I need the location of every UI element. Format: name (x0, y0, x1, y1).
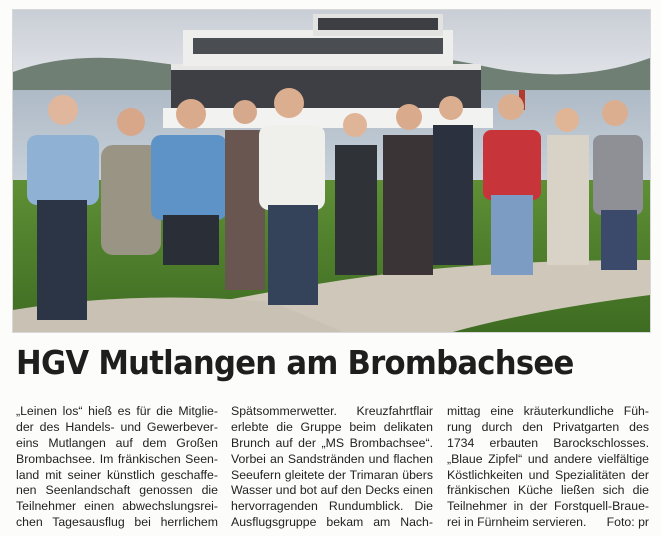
text-line: mittag eine kräuterkundliche Füh- (447, 404, 649, 418)
article-column-3 (447, 404, 649, 531)
text-line: 1734 erbauten Barockschlosses. (447, 435, 649, 450)
text-line: Ausflugsgruppe bekam am Nach- (231, 515, 433, 530)
headline: HGV Mutlangen am Brombachsee (16, 343, 574, 382)
last-text-line (447, 515, 649, 531)
text-line: Brombachsee. Im fränkischen Seen- (16, 451, 218, 466)
text-line: „Blaue Zipfel“ und andere vielfältige (447, 451, 649, 466)
text-line: hervorragenden Rundumblick. Die (231, 499, 433, 514)
text-line: eins Mutlangen auf dem Großen (16, 435, 218, 450)
text-line-end: rei in Fürnheim servieren. (447, 515, 587, 530)
text-line: der des Handels- und Gewerbever- (16, 419, 218, 434)
text-line: land mit seiner künstlich geschaffe- (16, 467, 218, 482)
article-column-1 (16, 404, 218, 531)
text-line: fränkischen Küche ließen sich die (447, 483, 649, 498)
text-line: chen Tagesausflug bei herrlichem (16, 515, 218, 530)
text-line: nen Seenlandschaft genossen die (16, 483, 218, 498)
text-line: Brunch auf der „MS Brombachsee“. (231, 435, 433, 450)
text-line: Spätsommerwetter. Kreuzfahrtflair (231, 404, 433, 418)
photo-credit: Foto: pr (606, 515, 649, 530)
text-line: Köstlichkeiten und Spezialitäten der (447, 467, 649, 482)
text-line: Wasser und bot auf den Decks einen (231, 483, 433, 498)
text-line: Teilnehmer in der Forstquell-Braue- (447, 499, 649, 514)
text-line: erlebte die Gruppe beim delikaten (231, 419, 433, 434)
text-line: Vorbei an Sandstränden und flachen (231, 451, 433, 466)
text-line: rung durch den Privatgarten des (447, 419, 649, 434)
article-column-2 (231, 404, 433, 531)
group-photo (12, 9, 651, 333)
text-line: Seeufern gleitete der Trimaran übers (231, 467, 433, 482)
text-line: „Leinen los“ hieß es für die Mitglie- (16, 404, 218, 418)
text-line: Teilnehmer einen abwechslungsrei- (16, 499, 218, 514)
